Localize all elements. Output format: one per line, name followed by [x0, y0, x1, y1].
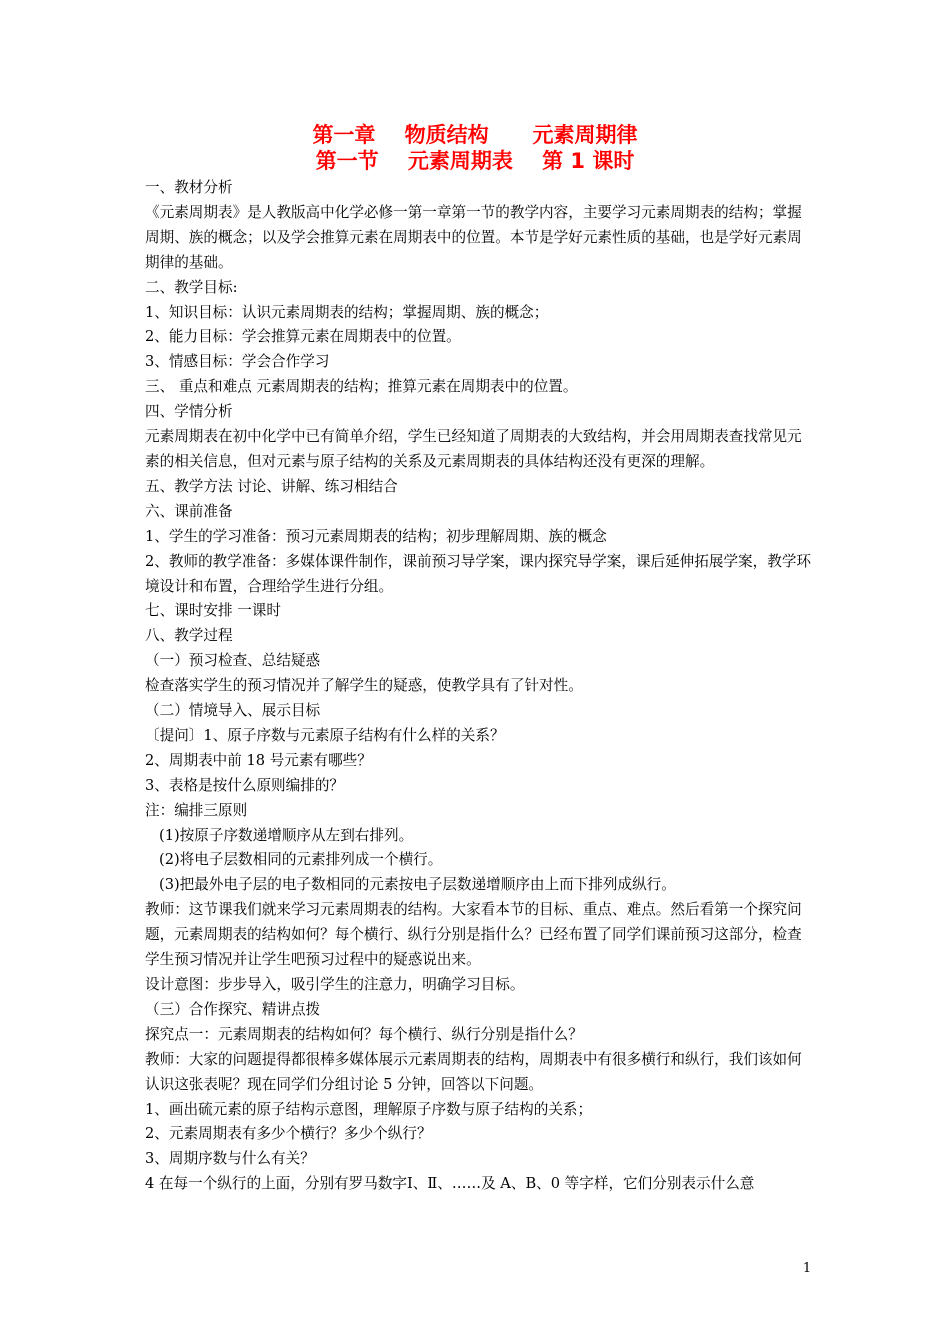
principle-3: (3)把最外电子层的电子数相同的元素按电子层数递增顺序由上而下排列成纵行。 [159, 876, 676, 894]
heading-teaching-method: 五、教学方法 讨论、讲解、练习相结合 [145, 477, 398, 495]
heading-teaching-goals: 二、教学目标: [145, 278, 238, 296]
heading-schedule: 七、课时安排 一课时 [145, 602, 281, 620]
discussion-question-2: 2、元素周期表有多少个横行？多少个纵行？ [145, 1125, 432, 1143]
document-body [145, 176, 815, 1197]
heading-key-points: 三、 重点和难点 元素周期表的结构；推算元素在周期表中的位置。 [145, 378, 578, 396]
preparation-student: 1、学生的学习准备：预习元素周期表的结构；初步理解周期、族的概念 [145, 527, 607, 545]
section-title: 第一节 元素周期表 第 1 课时 [315, 149, 635, 173]
principle-2: (2)将电子层数相同的元素排列成一个横行。 [159, 851, 443, 869]
subheading-situation-intro: （二）情境导入、展示目标 [145, 702, 321, 720]
paragraph-teacher-discussion: 教师：大家的问题提得都很棒多媒体展示元素周期表的结构，周期表中有很多横行和纵行，我们该如何认识这张表呢？现在同学们分组讨论 5 分钟，回答以下问题。 [145, 1050, 802, 1093]
discussion-question-1: 1、画出硫元素的原子结构示意图，理解原子序数与原子结构的关系； [145, 1100, 593, 1118]
goal-emotion: 3、情感目标：学会合作学习 [145, 353, 330, 371]
inquiry-point-1: 探究点一：元素周期表的结构如何？每个横行、纵行分别是指什么？ [145, 1025, 583, 1043]
paragraph-preview-check: 检查落实学生的预习情况并了解学生的疑惑，使教学具有了针对性。 [145, 677, 583, 695]
preparation-teacher: 2、教师的教学准备：多媒体课件制作，课前预习导学案，课内探究导学案，课后延伸拓展学案，教学环境设计和布置，合理给学生进行分组。 [145, 552, 812, 595]
subheading-cooperative-inquiry: （三）合作探究、精讲点拨 [145, 1000, 321, 1018]
question-3: 3、表格是按什么原则编排的？ [145, 776, 345, 794]
paragraph-textbook-analysis: 《元素周期表》是人教版高中化学必修一第一章第一节的教学内容，主要学习元素周期表的结构；掌握周期、族的概念；以及学会推算元素在周期表中的位置。本节是学好元素性质的基础，也是学好元素周期律的基础。 [145, 203, 802, 271]
question-2: 2、周期表中前 18 号元素有哪些？ [145, 751, 372, 769]
discussion-question-3: 3、周期序数与什么有关？ [145, 1150, 315, 1168]
question-1: 〔提问〕1、原子序数与元素原子结构有什么样的关系？ [145, 726, 505, 744]
heading-student-analysis: 四、学情分析 [145, 403, 233, 421]
paragraph-teacher-intro: 教师：这节课我们就来学习元素周期表的结构。大家看本节的目标、重点、难点。然后看第一个探究问题，元素周期表的结构如何？每个横行、纵行分别是指什么？已经布置了同学们课前预习这部分，检查学生预习情况并让学生吧预习过程中的疑惑说出来。 [145, 901, 802, 969]
principle-1: (1)按原子序数递增顺序从左到右排列。 [159, 826, 414, 844]
note-principles: 注：编排三原则 [145, 801, 248, 819]
heading-teaching-process: 八、教学过程 [145, 627, 233, 645]
heading-preparation: 六、课前准备 [145, 502, 233, 520]
paragraph-student-analysis: 元素周期表在初中化学中已有简单介绍，学生已经知道了周期表的大致结构，并会用周期表查找常见元素的相关信息，但对元素与原子结构的关系及元素周期表的具体结构还没有更深的理解。 [145, 428, 802, 470]
paragraph-design-intent: 设计意图：步步导入，吸引学生的注意力，明确学习目标。 [145, 976, 525, 993]
heading-textbook-analysis: 一、教材分析 [145, 179, 233, 196]
goal-knowledge: 1、知识目标：认识元素周期表的结构；掌握周期、族的概念； [145, 303, 549, 321]
subheading-preview-check: （一）预习检查、总结疑惑 [145, 652, 321, 670]
goal-ability: 2、能力目标：学会推算元素在周期表中的位置。 [145, 328, 461, 346]
discussion-question-4: 4 在每一个纵行的上面，分别有罗马数字Ⅰ、Ⅱ、……及 A、B、0 等字样，它们分别表示什么意 [145, 1175, 755, 1193]
chapter-title: 第一章 物质结构 元素周期律 [312, 123, 638, 147]
document-title [0, 122, 950, 174]
page-number: 1 [802, 1261, 812, 1276]
